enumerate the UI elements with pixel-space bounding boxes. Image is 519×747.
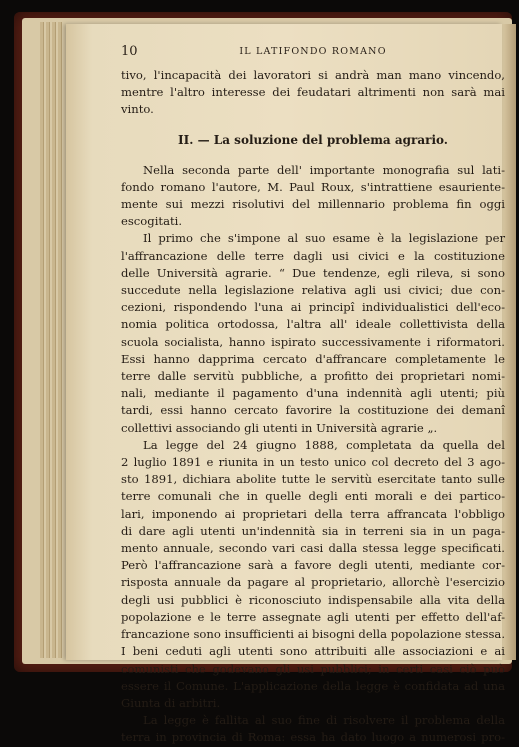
page-header <box>121 44 505 60</box>
page-number: 10 <box>121 44 138 59</box>
text-line: escogitati. <box>121 214 183 229</box>
text-line: mentre l'altro interesse dei feudatari altrimenti non sarà mai <box>121 85 505 100</box>
page-edge <box>52 22 56 658</box>
text-line: La legge del 24 giugno 1888, completata da quella del <box>143 437 505 452</box>
text-line: lari, imponendo ai proprietari della terra affrancata l'obbligo <box>121 506 505 521</box>
text-line: 2 luglio 1891 e riunita in un testo unico col decreto del 3 ago- <box>121 455 505 470</box>
text-line: nomia politica ortodossa, l'altra all' ideale collettivista della <box>121 317 505 332</box>
text-line: francazione sono insufficienti ai bisogni della popolazione stessa. <box>121 627 505 642</box>
text-line: terre comunali che in quelle degli enti morali e dei partico- <box>121 489 505 504</box>
text-line: popolazione e le terre assegnate agli utenti per effetto dell'af- <box>121 609 505 624</box>
text-line: terra in provincia di Roma: essa ha dato luogo a numerosi pro- <box>121 730 505 745</box>
text-line: mento annuale, secondo vari casi dalla stessa legge specificati. <box>121 541 505 556</box>
text-line: risposta annuale da pagare al proprietario, allorchè l'esercizio <box>121 575 505 590</box>
text-line: Giunta di arbitri. <box>121 695 221 710</box>
text-line: terre dalle servitù pubbliche, a profitto dei proprietari nomi- <box>121 369 505 384</box>
text-line: comunisti che godevano gli usi pubblici; in certi casi ciò può <box>121 661 505 676</box>
text-line: La legge è fallita al suo fine di risolvere il problema della <box>143 713 505 728</box>
text-line: tivo, l'incapacità dei lavoratori si andrà man mano vincendo, <box>121 68 505 82</box>
running-head: IL LATIFONDO ROMANO <box>239 46 387 57</box>
page-edge <box>40 22 44 658</box>
text-line: vinto. <box>121 102 154 117</box>
text-line: fondo romano l'autore, M. Paul Roux, s'intrattiene esauriente- <box>121 179 505 194</box>
text-line: Però l'affrancazione sarà a favore degli utenti, mediante cor- <box>121 558 505 573</box>
text-line: succedute nella legislazione relativa agli usi civici; due con- <box>121 283 505 298</box>
page-edge <box>46 22 50 658</box>
text-line: nali, mediante il pagamento d'una indennità agli utenti; più <box>121 386 505 401</box>
text-line: collettivi associando gli utenti in Università agrarie „. <box>121 420 438 435</box>
text-line: sto 1891, dichiara abolite tutte le servitù esercitate tanto sulle <box>121 472 505 487</box>
text-line: essere il Comune. L'applicazione della legge è confidata ad una <box>121 678 505 693</box>
text-line: l'affrancazione delle terre dagli usi civici e la costituzione <box>121 248 505 263</box>
text-line: I beni ceduti agli utenti sono attribuiti alle associazioni e ai <box>121 644 505 659</box>
book-page <box>66 24 505 745</box>
page-edge <box>58 22 62 658</box>
text-line: mente sui mezzi risolutivi del millennario problema fin oggi <box>121 197 505 212</box>
text-line: Essi hanno dapprima cercato d'affrancare completamente le <box>121 351 505 366</box>
text-line: Il primo che s'impone al suo esame è la legislazione per <box>143 231 505 246</box>
text-line: scuola socialista, hanno ispirato successivamente i riformatori. <box>121 334 505 349</box>
text-line: degli usi pubblici è riconosciuto indispensabile alla vita della <box>121 592 505 607</box>
body-text <box>121 67 505 747</box>
section-title: II. — La soluzione del problema agrario. <box>178 132 448 147</box>
text-line: cezioni, rispondendo l'una ai principî individualistici dell'eco- <box>121 300 505 315</box>
text-line: tardi, essi hanno cercato favorire la costituzione dei demanî <box>121 403 505 418</box>
text-line: di dare agli utenti un'indennità sia in terreni sia in un paga- <box>121 523 505 538</box>
text-line: Nella seconda parte dell' importante monografia sul lati- <box>143 162 505 177</box>
text-line: delle Università agrarie. “ Due tendenze, egli rileva, si sono <box>121 265 505 280</box>
